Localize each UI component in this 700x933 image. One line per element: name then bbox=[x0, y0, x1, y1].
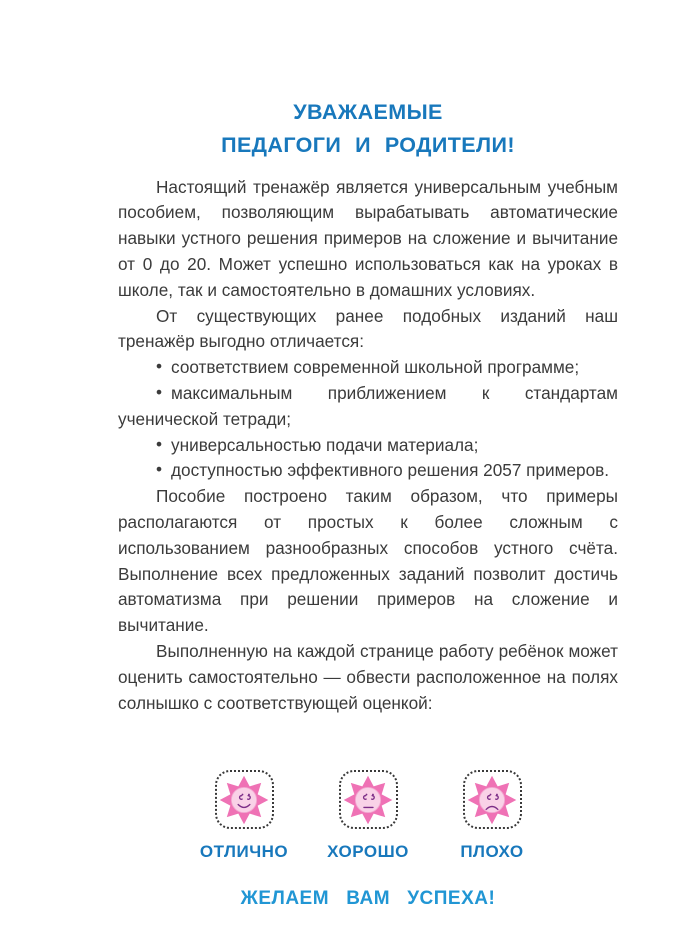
dotted-badge bbox=[215, 770, 274, 829]
rating-excellent bbox=[191, 770, 297, 862]
bullet-item-3 bbox=[118, 433, 618, 459]
paragraph-4: Выполненную на каждой странице работу ребёнок может оценить самостоятельно — обвести расположенное на полях солнышко с соответствующей оценкой: bbox=[118, 640, 618, 713]
rating-suns-row bbox=[118, 770, 618, 862]
bullet-item-2 bbox=[118, 381, 618, 433]
closing-wish: ЖЕЛАЕМ ВАМ УСПЕХА! bbox=[240, 888, 496, 910]
heading-line-2: ПЕДАГОГИ И РОДИТЕЛИ! bbox=[221, 133, 515, 158]
sun-happy-icon bbox=[217, 773, 271, 827]
sun-neutral-icon bbox=[341, 773, 395, 827]
dotted-badge bbox=[339, 770, 398, 829]
bullet-text: доступностью эффективного решения 2057 примеров. bbox=[171, 460, 610, 481]
rating-label-excellent: ОТЛИЧНО bbox=[199, 842, 289, 862]
heading-line-1: УВАЖАЕМЫЕ bbox=[293, 100, 443, 124]
bullet-icon: • bbox=[156, 433, 163, 454]
sun-sad-icon bbox=[465, 773, 519, 827]
paragraph-2: От существующих ранее подобных изданий наш тренажёр выгодно отличается: bbox=[118, 305, 618, 352]
bullet-text: универсальностью подачи материала; bbox=[171, 434, 479, 455]
rating-bad bbox=[439, 770, 545, 862]
rating-label-bad: ПЛОХО bbox=[460, 842, 524, 862]
dotted-badge bbox=[463, 770, 522, 829]
bullet-item-4 bbox=[118, 458, 618, 484]
page-title bbox=[118, 96, 618, 163]
bullet-item-1 bbox=[118, 355, 618, 381]
rating-label-good: ХОРОШО bbox=[327, 842, 409, 862]
paragraph-3: Пособие построено таким образом, что примеры располагаются от простых к более сложным с использованием разнообразных способов устного счёта. Выполнение всех предложенных заданий позволит достичь автоматизма при решении примеров на сложение и вычитание. bbox=[118, 486, 618, 636]
paragraph-1: Настоящий тренажёр является универсальным учебным пособием, позволяющим вырабатывать автоматические навыки устного решения примеров на сложение и вычитание от 0 до 20. Может успешно использоваться как на уроках в школе, так и самостоятельно в домашних условиях. bbox=[118, 176, 618, 300]
bullet-icon: • bbox=[156, 382, 163, 402]
bullet-text: максимальным приближением к стандартам ученической тетради; bbox=[118, 383, 618, 429]
bullet-icon: • bbox=[156, 459, 163, 480]
bullet-icon: • bbox=[156, 356, 163, 377]
intro-text bbox=[118, 175, 618, 717]
bullet-text: соответствием современной школьной программе; bbox=[171, 357, 580, 378]
rating-good bbox=[315, 770, 421, 862]
